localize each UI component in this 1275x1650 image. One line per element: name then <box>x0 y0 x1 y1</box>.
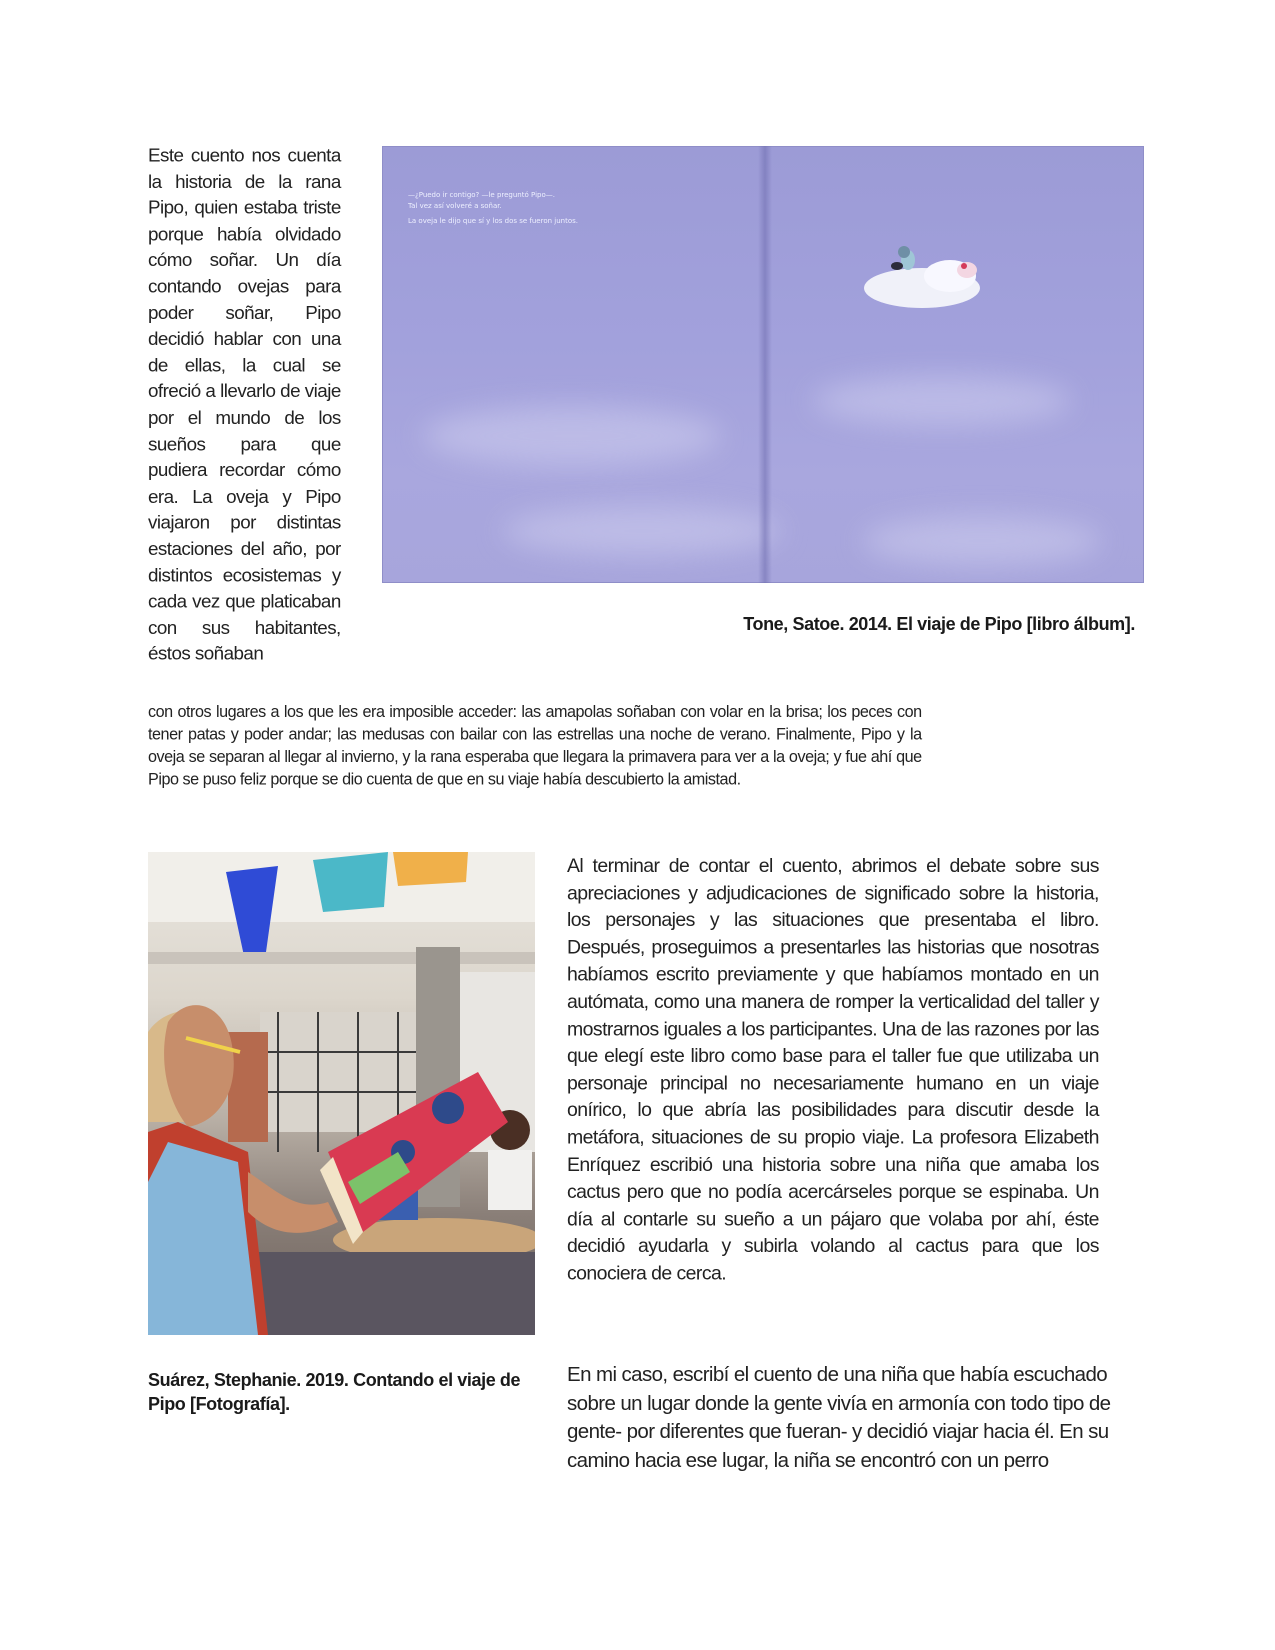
own-story-text: En mi caso, escribí el cuento de una niña que había escuchado sobre un lugar donde la gente vivía en armonía con todo tipo de gente- por diferentes que fueran- y decidió viajar hacia él. En su camino hacia ese lugar, la niña se encontró con un perro <box>567 1363 1111 1472</box>
workshop-text: Al terminar de contar el cuento, abrimos el debate sobre sus apreciaciones y adjudicaciones de significado sobre la historia, los personajes y las situaciones que presentaba el libro. Después, proseguimos a presentarles las historias que nosotras habíamos escrito previamente y que habíamos montado en un autómata, como una manera de romper la verticalidad del taller y mostrarnos iguales a los participantes. Una de las razones por las que elegí este libro como base para el taller fue que utilizaba un personaje principal no necesariamente humano en un viaje onírico, lo que abría las posibilidades para discutir desde la metáfora, situaciones de su propio viaje. La profesora Elizabeth Enríquez escribió una historia sobre una niña que amaba los cactus pero que no podía acercárseles porque se espinaba. Un día al contarle su sueño a un pájaro que volaba por ahí, éste decidió ayudarla y subirla volando al cactus para que los conociera de cerca. <box>567 854 1099 1285</box>
book-page-text <box>408 190 578 227</box>
flying-sheep-illustration <box>852 226 1002 316</box>
own-story-paragraph <box>567 1361 1127 1475</box>
book-spread-image <box>382 146 1144 583</box>
photo-reading-book <box>148 852 535 1335</box>
story-summary-paragraph <box>148 143 341 668</box>
book-line-3: La oveja le dijo que sí y los dos se fueron juntos. <box>408 217 578 225</box>
story-summary-continued-text: con otros lugares a los que les era imposible acceder: las amapolas soñaban con volar en la brisa; los peces con tener patas y poder andar; las medusas con bailar con las estrellas una noche de verano. Finalmente, Pipo y la oveja se separan al llegar al invierno, y la rana esperaba que llegara la primavera para ver a la oveja; y fue ahí que Pipo se puso feliz porque se dio cuenta de que en su viaje había descubierto la amistad. <box>148 702 922 789</box>
workshop-paragraph <box>567 853 1099 1288</box>
story-summary-text: Este cuento nos cuenta la historia de la rana Pipo, quien estaba triste porque había olvidado cómo soñar. Un día contando ovejas para poder soñar, Pipo decidió hablar con una de ellas, la cual se ofreció a llevarlo de viaje por el mundo de los sueños para que pudiera recordar cómo era. La oveja y Pipo viajaron por distintas estaciones del año, por distintos ecosistemas y cada vez que platicaban con sus habitantes, éstos soñaban <box>148 144 341 665</box>
book-line-1: —¿Puedo ir contigo? —le preguntó Pipo—. <box>408 191 555 199</box>
book-line-2: Tal vez así volveré a soñar. <box>408 202 502 210</box>
photo-caption: Suárez, Stephanie. 2019. Contando el viaje de Pipo [Fotografía]. <box>148 1370 521 1414</box>
book-spread-caption: Tone, Satoe. 2014. El viaje de Pipo [libro álbum]. <box>743 614 1135 634</box>
book-fold <box>758 146 772 583</box>
story-summary-continued-paragraph <box>148 701 922 791</box>
